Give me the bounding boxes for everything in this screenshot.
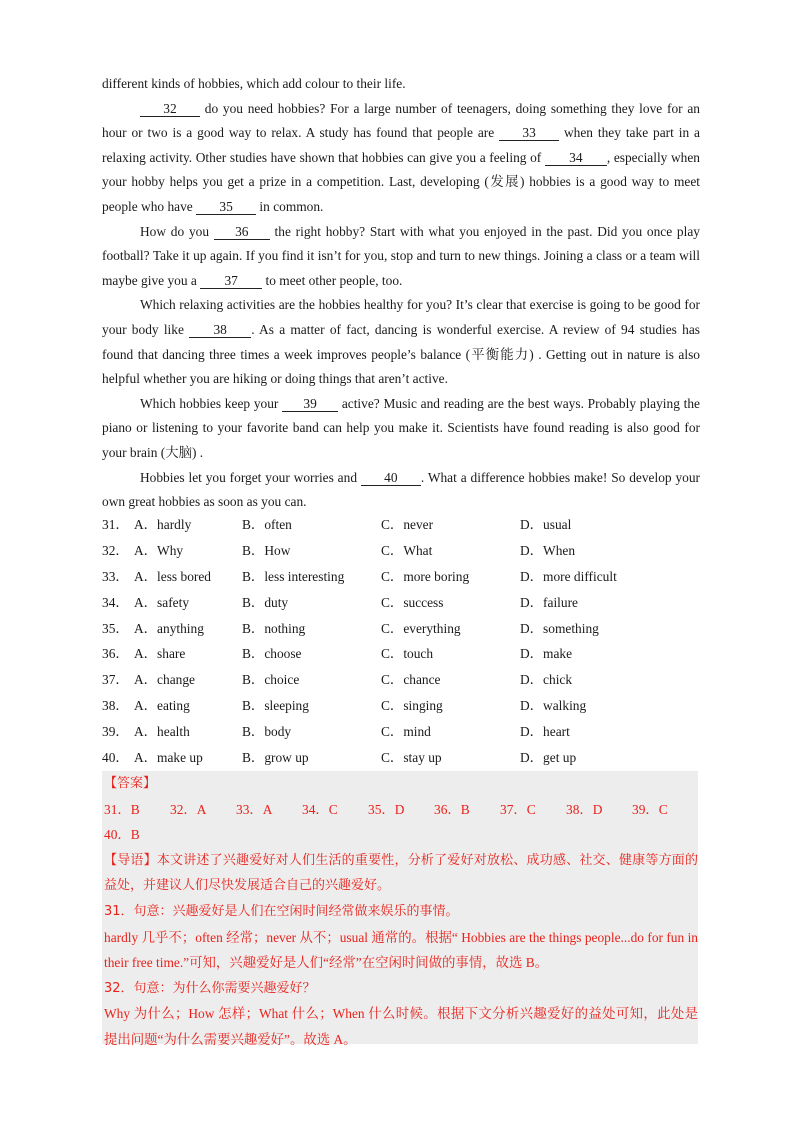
blank-33: 33 — [499, 125, 559, 141]
option-row-39: 39． A．health B．body C．mind D．heart — [102, 724, 570, 740]
paragraph-healthy-hobbies: Which relaxing activities are the hobbies healthy for you? It’s clear that exercise is going to be good for your body like 38 . As a matter of fact, dancing is wonderful exercise. A review of 94 studies has found that dancing three times a week improves people’s balance (平衡能力) . Getting out in nature is also helpful whether you are hiking or doing things that aren’t active. — [102, 297, 701, 387]
option-row-37: 37． A．change B．choice C．chance D．chick — [102, 672, 573, 688]
paragraph-mind-hobbies: Which hobbies keep your 39 active? Music and reading are the best ways. Probably playing the piano or listening to your favorite band can help you make it. Scientists have found reading is also good for your brain (大脑) . — [102, 395, 701, 460]
paragraph-choose-hobby: How do you 36 the right hobby? Start with what you enjoyed in the past. Did you once play football? Take it up again. If you find it isn’t for you, stop and turn to new things. Joining a class or a team will maybe give you a 37 to meet other people, too. — [102, 223, 700, 288]
paragraph-conclusion: Hobbies let you forget your worries and 40 . What a difference hobbies make! So develop your own great hobbies as soon as you can. — [102, 469, 700, 510]
blank-32: 32 — [140, 101, 200, 117]
option-row-35: 35． A．anything B．nothing C．everything D．something — [102, 620, 599, 636]
option-row-34: 34． A．safety B．duty C．success D．failure — [102, 594, 579, 610]
answer-40: 40．B — [104, 827, 140, 843]
paragraph-why-hobbies: 32 do you need hobbies? For a large number of teenagers, doing something they love for an hour or two is a good way to relax. A study has found that people are 33 when they take part in a relaxing activity. Other studies have shown that hobbies can give you a feeling of 34 , especially when your hobby helps you get a prize in a competition. Last, developing (发展) hobbies is a good way to meet people who have 35 in common. — [102, 100, 701, 214]
q31-meaning: 31．句意：兴趣爱好是人们在空闲时间经常做来娱乐的事情。 — [104, 903, 459, 919]
option-row-31: 31． A．hardly B．often C．never D．usual — [102, 517, 572, 532]
answer-options — [102, 512, 700, 771]
answer-heading: 【答案】 — [104, 776, 157, 791]
answer-key-box — [102, 771, 698, 1047]
q31-explanation: hardly 几乎不；often 经常；never 从不；usual 通常的。根据“ Hobbies are the things people...do for fun in their free time.”可知，兴趣爱好是人们“经常”在空闲时间做的事情，故选 B。 — [104, 929, 698, 971]
paragraph-intro-end: different kinds of hobbies, which add colour to their life. — [102, 76, 406, 91]
option-row-36: 36． A．share B．choose C．touch D．make — [102, 646, 573, 662]
blank-37: 37 — [200, 273, 262, 289]
q32-meaning: 32．句意：为什么你需要兴趣爱好？ — [104, 980, 316, 996]
blank-36: 36 — [214, 224, 270, 240]
blank-40: 40 — [361, 470, 421, 486]
q32-explanation: Why 为什么；How 怎样；What 什么；When 什么时候。根据下文分析兴趣爱好的益处可知，此处是提出问题“为什么需要兴趣爱好”。故选 A。 — [104, 1006, 698, 1047]
blank-34: 34 — [545, 150, 607, 166]
guide-text: 【导语】本文讲述了兴趣爱好对人们生活的重要性，分析了爱好对放松、成功感、社交、健康等方面的益处，并建议人们尽快发展适合自己的兴趣爱好。 — [104, 852, 698, 894]
blank-38: 38 — [189, 322, 251, 338]
answer-key-content — [104, 771, 698, 1053]
option-row-32: 32． A．Why B．How C．What D．When — [102, 542, 576, 558]
blank-39: 39 — [282, 396, 338, 412]
option-row-33: 33． A．less bored B．less interesting C．more boring D．more difficult — [102, 568, 617, 584]
reading-passage — [102, 72, 700, 515]
answer-list: 31．B 32．A 33．A 34．C 35．D 36．B 37．C 38．D 39．C — [104, 801, 668, 817]
option-row-40: 40． A．make up B．grow up C．stay up D．get up — [102, 750, 577, 766]
option-row-38: 38． A．eating B．sleeping C．singing D．walking — [102, 698, 587, 714]
blank-35: 35 — [196, 199, 256, 215]
